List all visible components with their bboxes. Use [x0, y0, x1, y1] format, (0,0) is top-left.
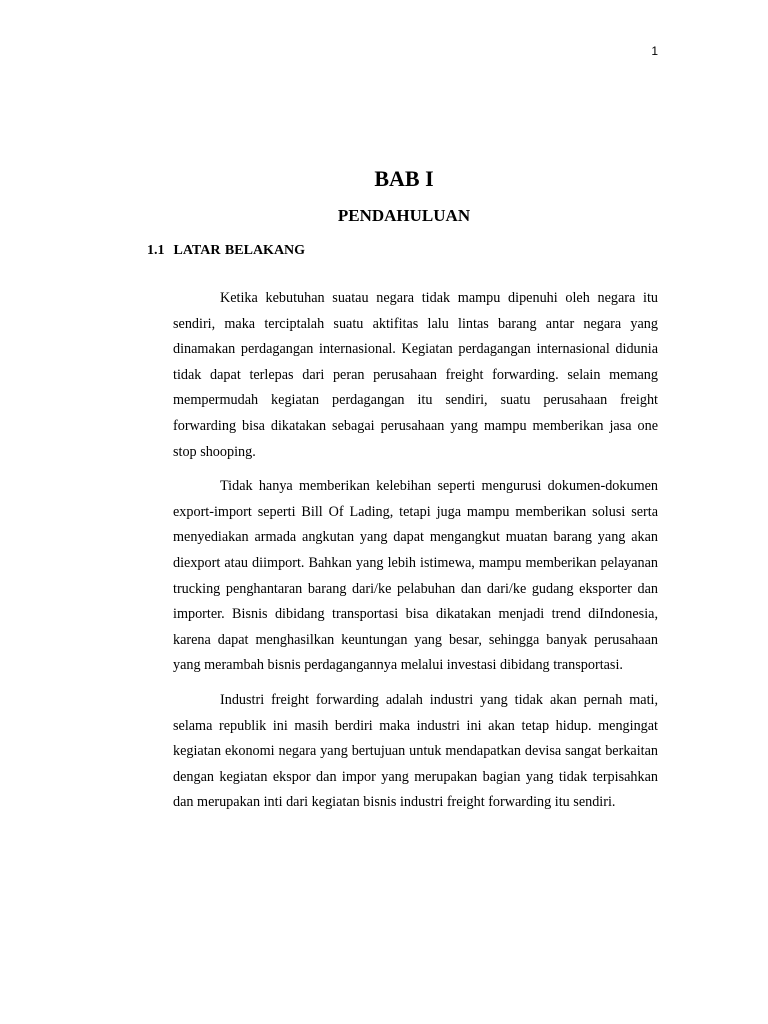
section-heading: 1.1 LATAR BELAKANG: [147, 243, 306, 258]
page-number: 1: [651, 44, 658, 58]
body-text: [173, 286, 658, 825]
paragraph-1: Ketika kebutuhan suatau negara tidak mampu dipenuhi oleh negara itu sendiri, maka terciptalah suatu aktifitas lalu lintas barang antar negara yang dinamakan perdagangan internasional. Kegiatan perdagangan internasional didunia tidak dapat terlepas dari peran perusahaan freight forwarding. selain memang mempermudah kegiatan perdagangan itu sendiri, suatu perusahaan freight forwarding bisa dikatakan sebagai perusahaan yang mampu memberikan jasa one stop shooping.: [173, 290, 658, 460]
chapter-subtitle: PENDAHULUAN: [337, 206, 471, 225]
paragraph-3: Industri freight forwarding adalah industri yang tidak akan pernah mati, selama republik ini masih berdiri maka industri ini akan tetap hidup. mengingat kegiatan ekonomi negara yang bertujuan untuk mendapatkan devisa sangat berkaitan dengan kegiatan ekspor dan impor yang merupakan bagian yang tidak terpisahkan dan merupakan inti dari kegiatan bisnis industri freight forwarding itu sendiri.: [173, 691, 658, 811]
paragraph-2: Tidak hanya memberikan kelebihan seperti mengurusi dokumen-dokumen export-import seperti Bill Of Lading, tetapi juga mampu memberikan solusi serta menyediakan armada angkutan yang dapat mengangkut muatan barang yang akan diexport atau diimport. Bahkan yang lebih istimewa, mampu memberikan pelayanan trucking penghantaran barang dari/ke pelabuhan dan dari/ke gudang eksporter dan importer. Bisnis dibidang transportasi bisa dikatakan menjadi trend diIndonesia, karena dapat menghasilkan keuntungan yang besar, sehingga banyak perusahaan yang merambah bisnis perdagangannya melalui investasi dibidang transportasi.: [173, 478, 658, 674]
chapter-title: BAB I: [374, 166, 434, 191]
